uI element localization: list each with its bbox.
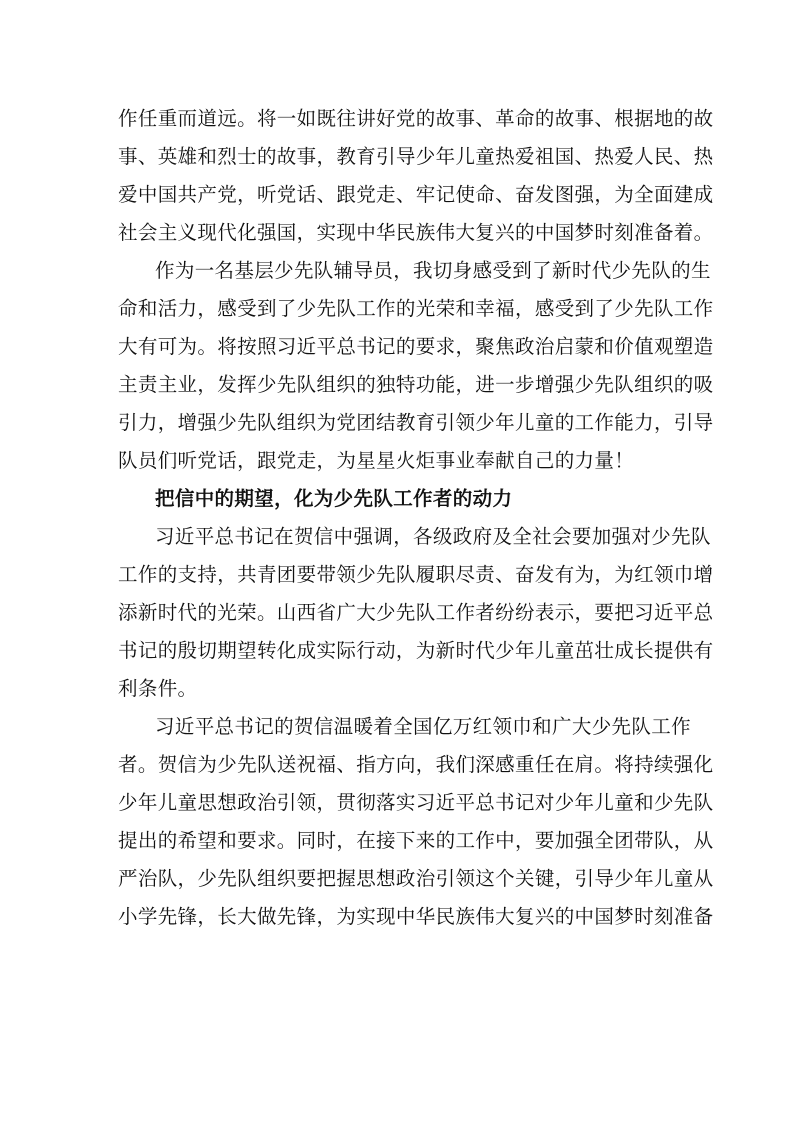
- body-text-line: 利条件。: [118, 677, 198, 700]
- body-text-line: 工作的支持，共青团要带领少先队履职尽责、奋发有为，为红领巾增: [118, 563, 714, 586]
- body-text-line: 事、英雄和烈士的故事，教育引导少年儿童热爱祖国、热爱人民、热: [118, 145, 714, 168]
- section-heading: 把信中的期望，化为少先队工作者的动力: [155, 487, 513, 510]
- body-text-line: 爱中国共产党，听党话、跟党走、牢记使命、奋发图强，为全面建成: [118, 183, 714, 206]
- body-text-line: 队员们听党话，跟党走，为星星火炬事业奉献自己的力量！: [118, 449, 635, 472]
- body-text-line: 作任重而道远。将一如既往讲好党的故事、革命的故事、根据地的故: [118, 107, 714, 130]
- body-text-line: 者。贺信为少先队送祝福、指方向，我们深感重任在肩。将持续强化: [118, 753, 714, 776]
- body-text-line: 命和活力，感受到了少先队工作的光荣和幸福，感受到了少先队工作: [118, 297, 714, 320]
- body-text-line: 主责主业，发挥少先队组织的独特功能，进一步增强少先队组织的吸: [118, 373, 714, 396]
- body-text-line: 社会主义现代化强国，实现中华民族伟大复兴的中国梦时刻准备着。: [118, 221, 714, 244]
- body-text-line: 少年儿童思想政治引领，贯彻落实习近平总书记对少年儿童和少先队: [118, 791, 714, 814]
- body-text-line: 大有可为。将按照习近平总书记的要求，聚焦政治启蒙和价值观塑造: [118, 335, 714, 358]
- paragraph-first-line: 习近平总书记的贺信温暖着全国亿万红领巾和广大少先队工作: [155, 715, 691, 738]
- paragraph-first-line: 作为一名基层少先队辅导员，我切身感受到了新时代少先队的生: [155, 259, 711, 282]
- paragraph-first-line: 习近平总书记在贺信中强调，各级政府及全社会要加强对少先队: [155, 525, 711, 548]
- body-text-line: 书记的殷切期望转化成实际行动，为新时代少年儿童茁壮成长提供有: [118, 639, 714, 662]
- body-text-line: 小学先锋，长大做先锋，为实现中华民族伟大复兴的中国梦时刻准备: [118, 905, 714, 928]
- body-text-line: 引力，增强少先队组织为党团结教育引领少年儿童的工作能力，引导: [118, 411, 714, 434]
- body-text-line: 提出的希望和要求。同时，在接下来的工作中，要加强全团带队，从: [118, 829, 714, 852]
- body-text-line: 添新时代的光荣。山西省广大少先队工作者纷纷表示，要把习近平总: [118, 601, 714, 624]
- body-text-line: 严治队，少先队组织要把握思想政治引领这个关键，引导少年儿童从: [118, 867, 714, 890]
